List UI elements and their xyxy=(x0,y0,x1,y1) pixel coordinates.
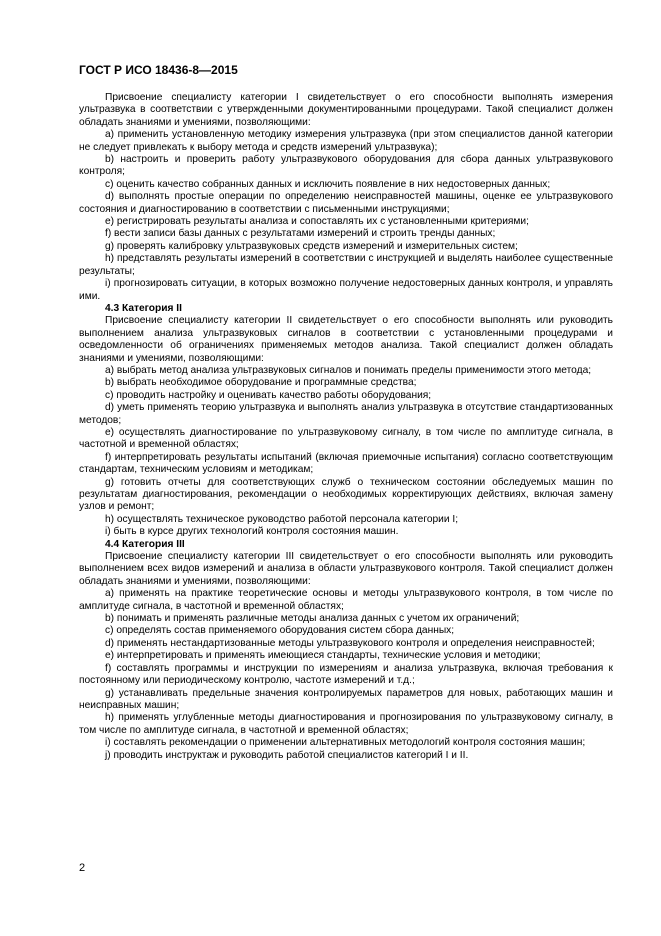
list-item: i) прогнозировать ситуации, в которых возможно получение недостоверных данных контроля, и управлять ими. xyxy=(79,278,613,302)
list-item: d) применять нестандартизованные методы ультразвукового контроля и определения неисправностей; xyxy=(105,637,595,649)
list-item: j) проводить инструктаж и руководить работой специалистов категорий I и II. xyxy=(105,749,469,761)
list-item: e) регистрировать результаты анализа и сопоставлять их с установленными критериями; xyxy=(105,216,529,228)
list-item: i) составлять рекомендации о применении альтернативных методологий контроля состояния машин; xyxy=(105,737,586,749)
list-item: c) определять состав применяемого оборудования систем сбора данных; xyxy=(105,625,455,637)
list-item: i) быть в курсе других технологий контроля состояния машин. xyxy=(105,526,399,538)
paragraph: Присвоение специалисту категории II свидетельствует о его способности выполнять или руководить выполнением анализа ультразвуковых сигналов в соответствии с установленными процедурами и осведомленности об ограничениях применяемых методов анализа. Такой специалист должен обладать знаниями и умениями, позволяющими: xyxy=(79,315,613,364)
document-header: ГОСТ Р ИСО 18436-8—2015 xyxy=(79,63,238,77)
list-item: a) применять на практике теоретические основы и методы ультразвукового контроля, в том числе по амплитуде сигнала, в частотной и временной областях; xyxy=(79,588,613,612)
list-item: h) применять углубленные методы диагностирования и прогнозирования по ультразвуковому сигналу, в том числе по амплитуде сигнала, в частотной и временной областях; xyxy=(79,712,613,736)
document-body xyxy=(79,92,613,762)
list-item: b) понимать и применять различные методы анализа данных с учетом их ограничений; xyxy=(105,613,520,625)
list-item: c) проводить настройку и оценивать качество работы оборудования; xyxy=(105,389,432,401)
list-item: a) выбрать метод анализа ультразвуковых сигналов и понимать пределы применимости этого метода; xyxy=(105,364,592,376)
list-item: a) применить установленную методику измерения ультразвука (при этом специалистов данной категории не следует привлекать к выбору метода и средств измерений ультразвука); xyxy=(79,129,613,153)
list-item: b) выбрать необходимое оборудование и программные средства; xyxy=(105,377,417,389)
list-item: d) выполнять простые операции по определению неисправностей машины, оценке ее ультразвукового состояния и диагностированию в соответствии с письменными инструкциями; xyxy=(79,191,613,215)
list-item: f) составлять программы и инструкции по измерениям и анализа ультразвука, включая требования к постоянному или периодическому контролю, частоте измерений и т.д.; xyxy=(79,662,613,687)
list-item: e) осуществлять диагностирование по ультразвуковому сигналу, в том числе по амплитуде сигнала, в частотной и временной областях; xyxy=(79,426,613,451)
list-item: f) интерпретировать результаты испытаний (включая приемочные испытания) согласно соответствующим стандартам, техническим условиям и методикам; xyxy=(79,451,613,476)
list-item: e) интерпретировать и применять имеющиеся стандарты, технические условия и методики; xyxy=(105,650,541,662)
page-number: 2 xyxy=(79,862,86,874)
list-item: g) готовить отчеты для соответствующих служб о техническом состоянии обследуемых машин по результатам диагностирования, рекомендации о необходимых корректирующих действиях, включая замену узлов и ремонт; xyxy=(79,476,613,513)
list-item: c) оценить качество собранных данных и исключить появление в них недостоверных данных; xyxy=(105,178,551,190)
list-item: g) устанавливать предельные значения контролируемых параметров для новых, работающих машин и неисправных машин; xyxy=(79,687,613,711)
list-item: h) представлять результаты измерений в соответствии с инструкцией и выделять наиболее существенные результаты; xyxy=(79,253,613,277)
paragraph: Присвоение специалисту категории III свидетельствует о его способности выполнять или руководить выполнением всех видов измерений и анализа в области ультразвукового контроля. Такой специалист должен обладать знаниями и умениями, позволяющими: xyxy=(79,551,613,587)
section-heading-4-3: 4.3 Категория II xyxy=(105,302,182,314)
list-item: h) осуществлять техническое руководство работой персонала категории I; xyxy=(105,513,459,525)
paragraph: Присвоение специалисту категории I свидетельствует о его способности выполнять измерения ультразвука в соответствии с утвержденными документированными процедурами. Такой специалист должен обладать знаниями и умениями, позволяющими: xyxy=(79,92,613,128)
list-item: f) вести записи базы данных с результатами измерений и строить тренды данных; xyxy=(105,228,496,240)
list-item: g) проверять калибровку ультразвуковых средств измерений и измерительных систем; xyxy=(105,240,518,252)
list-item: b) настроить и проверить работу ультразвукового оборудования для сбора данных ультразвукового контроля; xyxy=(79,154,613,178)
list-item: d) уметь применять теорию ультразвука и выполнять анализ ультразвука в отсутствие стандартизованных методов; xyxy=(79,402,613,426)
section-heading-4-4: 4.4 Категория III xyxy=(105,538,185,550)
